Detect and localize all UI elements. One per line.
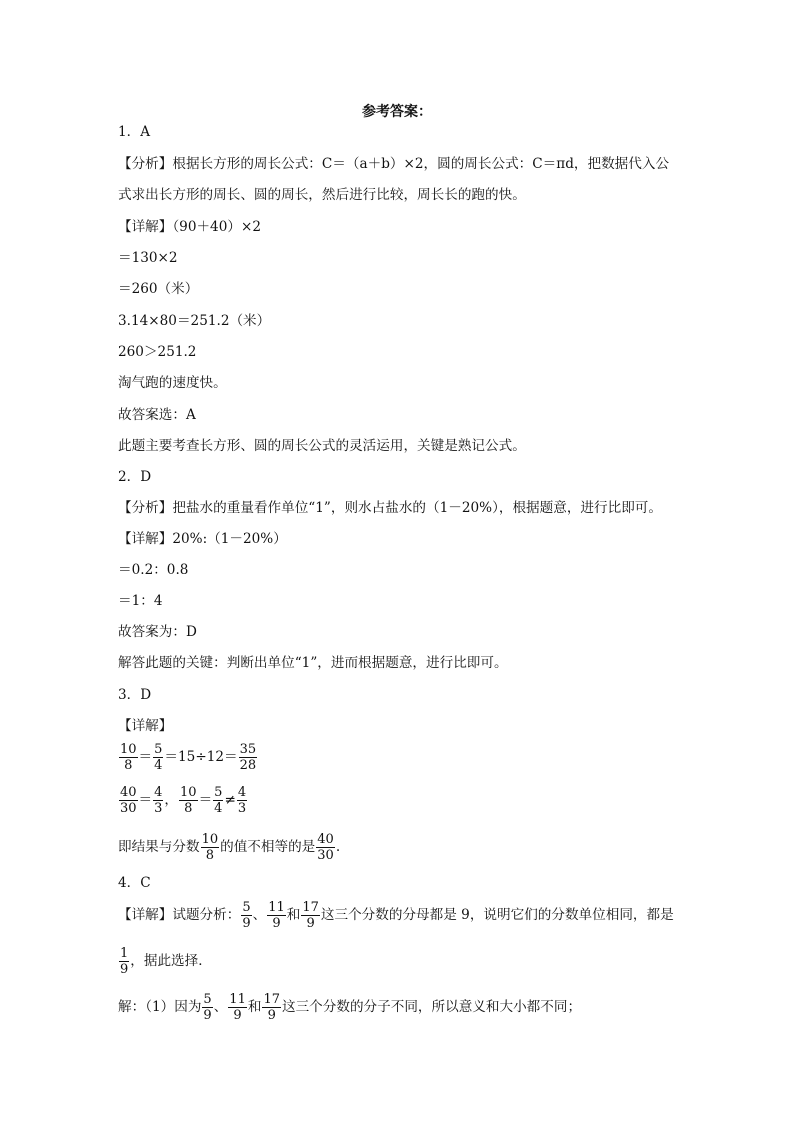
q3-conclusion: 即结果与分数 $\frac{10}{8}$ 的值不相等的是 $\frac{40}{30}$ . [118, 832, 341, 863]
fraction: $\frac{4}{3}$ [154, 785, 163, 816]
q2-detail: 【详解】20%:（1－20%） [118, 531, 287, 547]
q1-step-2: ＝260（米） [118, 281, 199, 297]
fraction: $\frac{40}{30}$ [120, 785, 137, 816]
q1-answer: 故答案选：A [118, 407, 196, 423]
fraction: $\frac{1}{9}$ [120, 946, 129, 977]
fraction: $\frac{10}{8}$ [201, 832, 219, 863]
fraction: $\frac{10}{8}$ [180, 785, 197, 816]
fraction: $\frac{17}{9}$ [263, 992, 280, 1023]
q4-detail-line: 【详解】试题分析： $\frac{5}{9}$ 、 $\frac{11}{9}$ 和 $\frac{17}{9}$ 这三个分数的分母都是 9，说明它们的分数单位相同，都是 [118, 900, 674, 931]
q1-detail: 【详解】（90＋40）×2 [118, 219, 261, 235]
q1-analysis: 【分析】根据长方形的周长公式：C＝（a＋b）×2，圆的周长公式：C＝πd，把数据代入公 [118, 156, 670, 172]
q2-analysis: 【分析】把盐水的重量看作单位“1”，则水占盐水的（1－20%），根据题意，进行比即可。 [118, 500, 662, 516]
q1-analysis-cont: 式求出长方形的周长、圆的周长，然后进行比较，周长长的跑的快。 [118, 187, 526, 203]
q3-detail: 【详解】 [118, 718, 173, 734]
fraction: $\frac{17}{9}$ [302, 900, 319, 931]
q4-number: 4．C [118, 875, 151, 891]
q1-step-1: ＝130×2 [118, 250, 178, 266]
fraction: $\frac{40}{30}$ [317, 832, 334, 863]
q2-answer: 故答案为：D [118, 624, 197, 640]
q3-number: 3．D [118, 687, 152, 703]
fraction: $\frac{5}{4}$ [214, 785, 223, 816]
q2-step-2: ＝1：4 [118, 593, 163, 609]
q1-step-4: 260＞251.2 [118, 344, 197, 360]
q4-unit-line: $\frac{1}{9}$ ，据此选择． [120, 946, 212, 977]
fraction: $\frac{11}{9}$ [268, 900, 285, 931]
fraction: $\frac{4}{3}$ [237, 785, 247, 816]
q3-equation-1: $\frac{10}{8}$ ＝ $\frac{5}{4}$ ＝15÷12＝ $\frac{35}{28}$ [120, 742, 257, 773]
fraction: $\frac{10}{8}$ [120, 742, 137, 773]
fraction: $\frac{5}{9}$ [203, 992, 212, 1023]
q2-step-1: ＝0.2：0.8 [118, 562, 189, 578]
fraction: $\frac{5}{4}$ [154, 742, 163, 773]
q3-equation-2: $\frac{40}{30}$ ＝ $\frac{4}{3}$ ， $\frac{10}{8}$ ＝ $\frac{5}{4}$ ≠ $\frac{4}{3}$ [120, 785, 247, 816]
fraction: $\frac{5}{9}$ [242, 900, 251, 931]
q2-note: 解答此题的关键：判断出单位“1”，进而根据题意，进行比即可。 [118, 655, 508, 671]
q1-note: 此题主要考查长方形、圆的周长公式的灵活运用，关键是熟记公式。 [118, 438, 526, 454]
q1-number: 1．A [118, 124, 151, 140]
q2-number: 2．D [118, 469, 152, 485]
fraction: $\frac{35}{28}$ [239, 742, 257, 773]
q4-solution-line: 解：（1）因为 $\frac{5}{9}$ 、 $\frac{11}{9}$ 和 $\frac{17}{9}$ 这三个分数的分子不同，所以意义和大小都不同； [118, 992, 582, 1023]
q1-step-3: 3.14×80＝251.2（米） [118, 313, 271, 329]
fraction: $\frac{11}{9}$ [229, 992, 246, 1023]
q1-step-5: 淘气跑的速度快。 [118, 375, 227, 391]
page-title: 参考答案： [362, 104, 432, 120]
